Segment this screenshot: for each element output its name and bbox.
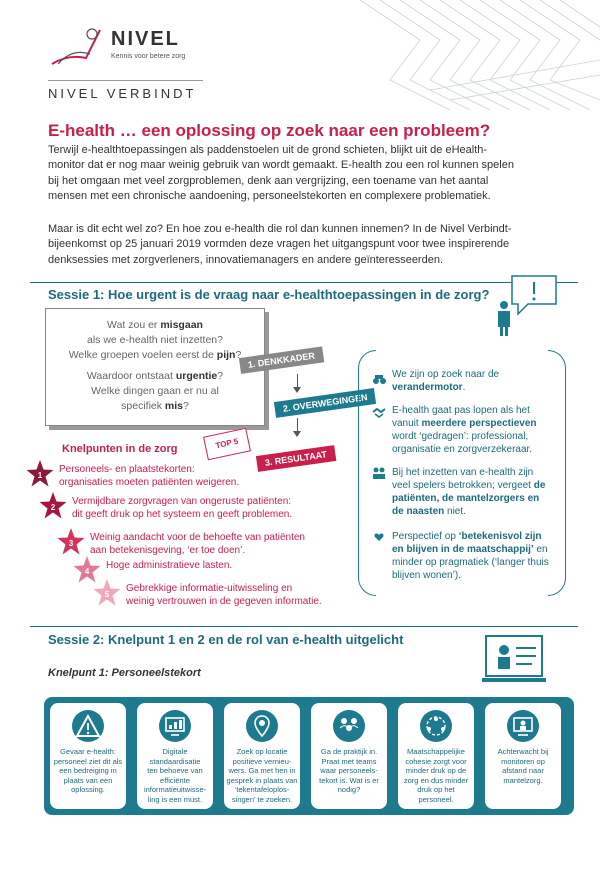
monitor-person-icon	[507, 710, 539, 742]
svg-text:3: 3	[68, 539, 74, 548]
solution-card-text: Gevaar e-health: personeel ziet dit als een bedreiging in plaats van een oplossing.	[53, 747, 123, 794]
logo-tagline: Kennis voor betere zorg	[111, 53, 186, 60]
arrow-head	[293, 431, 301, 437]
page-title: E-health … een oplossing op zoek naar een probleem?	[48, 121, 491, 140]
section-divider	[30, 626, 578, 627]
knelpunt-star-icon	[25, 459, 55, 489]
session1-title: Sessie 1: Hoe urgent is de vraag naar e-healthtoepassingen in de zorg?	[48, 287, 490, 302]
intro-paragraph-2	[48, 222, 568, 268]
arrow-line	[297, 418, 298, 432]
intro-line: Terwijl e-healthtoepassingen als paddenstoelen uit de grond schieten, blijkt uit de eHealth-	[48, 144, 488, 156]
knelpunt-star-icon	[56, 527, 86, 557]
question-line: specifiek mis?	[121, 400, 189, 412]
header-divider	[48, 80, 203, 81]
step-1-denkkader: 1. DENKKADER	[239, 346, 324, 373]
intro-line: monitor dat er nog maar weinig gebruik van wordt gemaakt. E-health zou een rol kunnen spelen	[48, 159, 514, 172]
session2-title: Sessie 2: Knelpunt 1 en 2 en de rol van e-health uitgelicht	[48, 632, 404, 647]
handshake-icon	[372, 405, 386, 419]
solution-card-text: Maatschappelijke cohesie zorgt voor minder druk op de zorg en dus minder druk op het personeel.	[403, 747, 469, 804]
decorative-line-pattern	[300, 0, 600, 110]
solution-card-text: Digitale standaardisatie ten behoeve van efficiënte informatieuitwisse- ling is een must.	[143, 747, 207, 804]
warning-icon	[72, 710, 104, 742]
series-title: NIVEL VERBINDT	[48, 86, 197, 101]
intro-paragraph	[48, 143, 568, 204]
svg-text:4: 4	[84, 567, 90, 576]
people-team-icon	[333, 710, 365, 742]
knelpunt-item: Vermijdbare zorgvragen van ongeruste patiënten: dit geeft druk op het systeem en geeft problemen.	[72, 496, 293, 520]
hands-heart-icon	[372, 531, 386, 545]
overweging-item: E-health gaat pas lopen als het vanuit meerdere perspectieven wordt ‘gedragen’: professional, organisatie en zorgverzekeraar.	[392, 405, 537, 455]
speech-bubble-icon	[506, 272, 562, 328]
svg-text:2: 2	[50, 503, 56, 512]
svg-text:1: 1	[37, 471, 43, 480]
knelpunt1-subtitle: Knelpunt 1: Personeelstekort	[48, 667, 201, 679]
nivel-logo-mark-icon	[48, 24, 106, 68]
knelpunten-title: Knelpunten in de zorg	[62, 443, 178, 455]
step-3-resultaat: 3. RESULTAAT	[256, 445, 336, 472]
motor-icon	[372, 371, 386, 385]
intro-line: Maar is dit echt wel zo? En hoe zou e-health die rol dan kunnen innemen? In de Nivel Verbindt-	[48, 223, 512, 235]
solution-card-text: Achterwacht bij monitoren op afstand naar mantelzorg.	[497, 747, 549, 785]
solution-card-text: Zoek op locatie positieve vernieu- wers. Ga met hen in gesprek in plaats van ‘tekentafeloplos- singen’ te zoeken.	[226, 747, 298, 804]
section-divider	[30, 282, 578, 283]
intro-line: denksessies met zorgverleners, innovatiemanagers en andere geïnteresseerden.	[48, 253, 444, 266]
screen-chart-icon	[159, 710, 191, 742]
overweging-item: Bij het inzetten van e-health zijn veel spelers betrokken; vergeet de patiënten, de mantelzorgers en de naasten niet.	[392, 467, 546, 517]
person-icon	[494, 300, 514, 336]
questions-group-1	[45, 318, 265, 363]
knelpunt-item: Hoge administratieve lasten.	[106, 560, 233, 571]
knelpunt-item: Gebrekkige informatie-uitwisseling en weinig vertrouwen in de gegeven informatie.	[126, 583, 322, 607]
intro-line: mensen met een chronische aandoening, personeelstekorten en complexere problematiek.	[48, 189, 491, 202]
knelpunt-star-icon	[92, 578, 122, 608]
people-icon	[372, 466, 386, 480]
arrow-head	[293, 387, 301, 393]
knelpunt-item: Personeels- en plaatstekorten: organisaties moeten patiënten weigeren.	[59, 464, 240, 488]
community-icon	[420, 710, 452, 742]
overweging-item: Perspectief op ‘betekenisvol zijn en blijven in de maatschappij’ en minder op pragmatiek (‘langer thuis blijven wonen’).	[392, 531, 549, 581]
intro-line: bijeenkomst op 25 januari 2019 vormden deze vragen het uitgangspunt voor twee inspirerende	[48, 238, 510, 251]
question-line: Wat zou er misgaan	[107, 319, 203, 331]
intro-line: bij het omgaan met veel zorgproblemen, denk aan vergrijzing, een toename van het aantal	[48, 174, 489, 187]
step-2-overwegingen: 2. OVERWEGINGEN	[274, 388, 377, 418]
top5-badge: TOP 5	[203, 428, 251, 461]
questions-group-2	[45, 369, 265, 414]
location-pin-icon	[246, 710, 278, 742]
monitor-person-icon	[482, 632, 554, 692]
question-line: Welke dingen gaan er nu al	[91, 385, 219, 397]
knelpunt-item: Weinig aandacht voor de behoefte van patiënten aan betekenisgeving, ‘er toe doen’.	[90, 532, 305, 556]
svg-text:5: 5	[104, 590, 110, 599]
arrow-line	[297, 374, 298, 388]
nivel-logo	[48, 24, 218, 70]
logo-name: NIVEL	[111, 28, 180, 50]
knelpunt-star-icon	[38, 491, 68, 521]
solution-card-text: Ga de praktijk in. Praat met teams waar personeels- tekort is. Wat is er nodig?	[319, 747, 379, 794]
question-line: als we e-health niet inzetten?	[86, 334, 223, 346]
question-line: Welke groepen voelen eerst de pijn?	[68, 349, 242, 361]
question-line: Waardoor ontstaat urgentie?	[86, 370, 224, 382]
overweging-item: We zijn op zoek naar de verandermotor.	[392, 369, 500, 393]
